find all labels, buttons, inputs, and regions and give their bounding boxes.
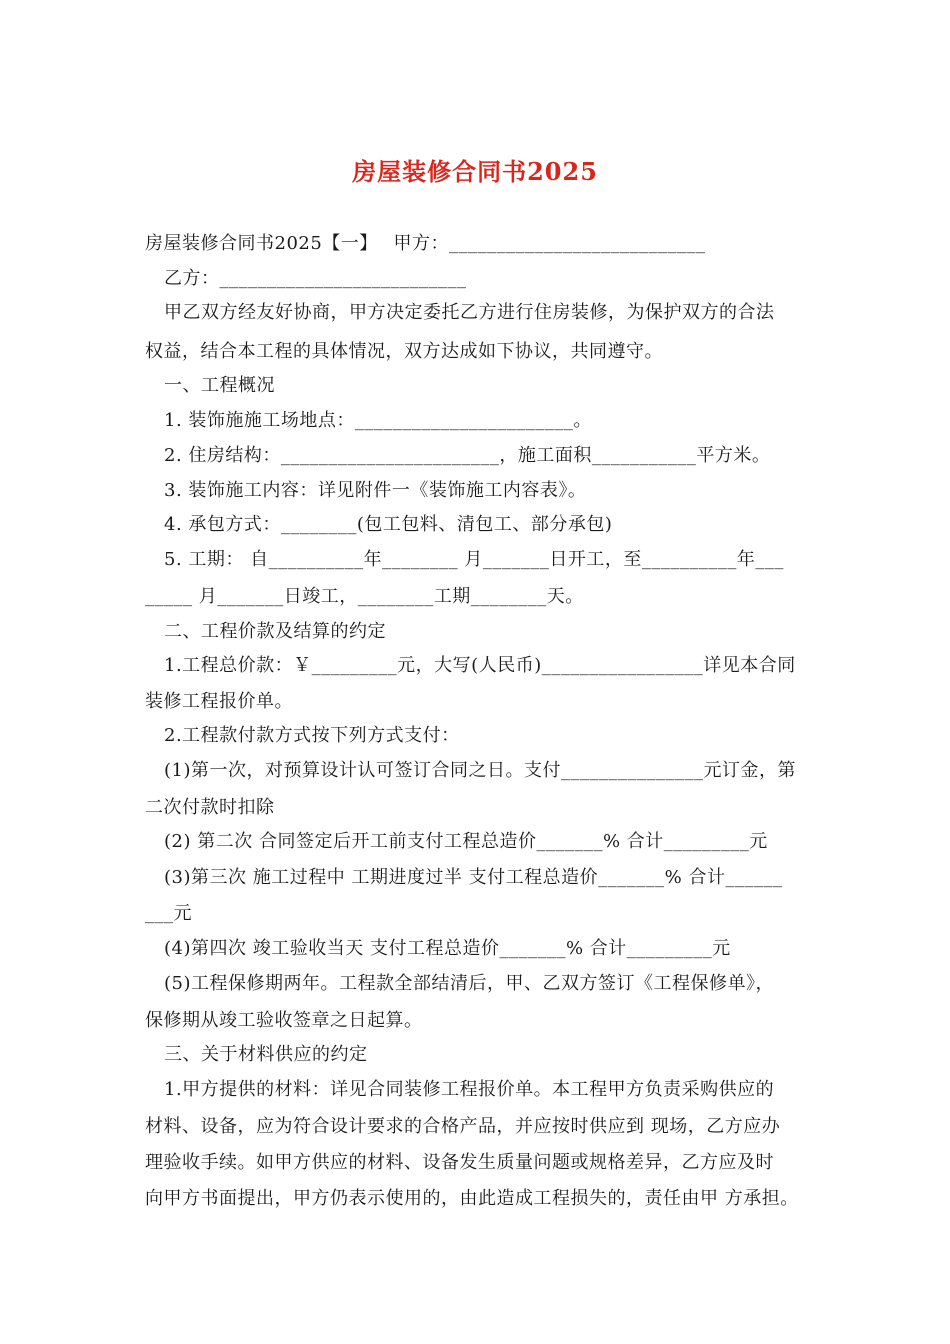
paragraph-line: ___元 xyxy=(145,903,192,924)
paragraph-line: 3. 装饰施工内容：详见附件一《装饰施工内容表》。 xyxy=(164,480,587,501)
paragraph-line: 二次付款时扣除 xyxy=(145,797,275,818)
paragraph-line: (2) 第二次 合同签定后开工前支付工程总造价_______% 合计_________元 xyxy=(164,831,768,852)
document-title: 房屋装修合同书2025 xyxy=(352,157,598,186)
paragraph-line: 2. 住房结构：_______________________，施工面积___________平方米。 xyxy=(164,445,771,466)
section-heading: 二、工程价款及结算的约定 xyxy=(164,621,386,642)
paragraph-line: 装修工程报价单。 xyxy=(145,691,293,712)
paragraph-line: 理验收手续。如甲方供应的材料、设备发生质量问题或规格差异，乙方应及时 xyxy=(145,1152,774,1173)
paragraph-line: (1)第一次，对预算设计认可签订合同之日。支付_______________元订金，第 xyxy=(164,760,796,781)
paragraph-line: 房屋装修合同书2025【一】 甲方：___________________________ xyxy=(145,233,706,254)
paragraph-line: 1. 装饰施施工场地点：_______________________。 xyxy=(164,410,592,431)
paragraph-line: 向甲方书面提出，甲方仍表示使用的，由此造成工程损失的，责任由甲 方承担。 xyxy=(145,1188,799,1209)
section-heading: 一、工程概况 xyxy=(164,375,275,396)
paragraph-line: 权益，结合本工程的具体情况，双方达成如下协议，共同遵守。 xyxy=(145,341,663,362)
paragraph-line: _____ 月_______日竣工，________工期________天。 xyxy=(145,586,584,607)
paragraph-line: (5)工程保修期两年。工程款全部结清后，甲、乙双方签订《工程保修单》， xyxy=(164,973,774,994)
paragraph-line: 2.工程款付款方式按下列方式支付： xyxy=(164,725,460,746)
paragraph-line: 材料、设备，应为符合设计要求的合格产品，并应按时供应到 现场，乙方应办 xyxy=(145,1116,781,1137)
section-heading: 三、关于材料供应的约定 xyxy=(164,1044,368,1065)
paragraph-line: (4)第四次 竣工验收当天 支付工程总造价_______% 合计_________元 xyxy=(164,938,731,959)
paragraph-line: 5. 工期： 自__________年________ 月_______日开工，至__________年___ xyxy=(164,549,784,570)
paragraph-line: 4. 承包方式：________(包工包料、清包工、部分承包) xyxy=(164,514,613,535)
paragraph-line: 甲乙双方经友好协商，甲方决定委托乙方进行住房装修，为保护双方的合法 xyxy=(164,302,775,323)
paragraph-line: 乙方：__________________________ xyxy=(164,268,467,289)
paragraph-line: (3)第三次 施工过程中 工期进度过半 支付工程总造价_______% 合计______ xyxy=(164,867,783,888)
paragraph-line: 保修期从竣工验收签章之日起算。 xyxy=(145,1010,423,1031)
paragraph-line: 1.工程总价款：￥_________元，大写(人民币)_________________详见本合同 xyxy=(164,655,796,676)
paragraph-line: 1.甲方提供的材料：详见合同装修工程报价单。本工程甲方负责采购供应的 xyxy=(164,1079,775,1100)
